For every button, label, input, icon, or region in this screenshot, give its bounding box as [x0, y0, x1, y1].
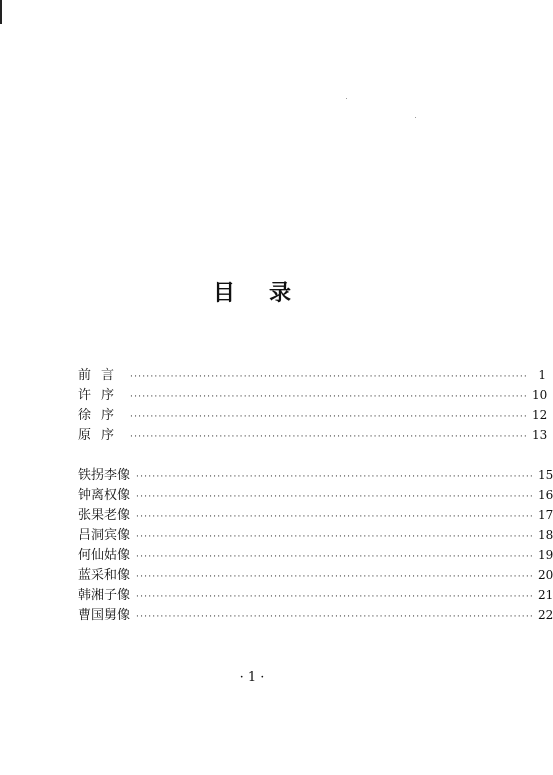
toc-entry-page: 1	[538, 368, 546, 382]
toc-leader-dots: ··································································································	[136, 572, 534, 582]
toc-entry-page: 12	[531, 408, 548, 422]
page-number: · 1 ·	[239, 670, 265, 685]
toc-entry-label: 蓝采和像	[78, 568, 131, 583]
toc-leader-dots: ··································································································	[136, 592, 534, 602]
toc-entry[interactable]	[78, 546, 553, 564]
toc-entry-label: 许序	[78, 388, 125, 403]
toc-leader-dots: ··································································································	[130, 372, 528, 382]
toc-entry-page: 17	[537, 508, 553, 522]
toc-leader-dots: ··································································································	[136, 472, 534, 482]
toc-leader-dots: ··································································································	[130, 432, 528, 442]
toc-entry-page: 21	[537, 588, 553, 602]
toc-entry-page: 18	[537, 528, 553, 542]
page-title	[0, 276, 504, 307]
toc-entry-label: 何仙姑像	[78, 548, 131, 563]
toc-entry[interactable]	[78, 406, 548, 424]
toc-entry[interactable]	[78, 566, 553, 584]
toc-entry-page: 13	[531, 428, 548, 442]
toc-leader-dots: ··································································································	[130, 412, 528, 422]
toc-leader-dots: ··································································································	[136, 612, 534, 622]
toc-entry[interactable]	[78, 366, 546, 384]
toc-entry-label: 钟离权像	[78, 488, 131, 503]
toc-entry[interactable]	[78, 506, 553, 524]
toc-entry-page: 22	[537, 608, 553, 622]
toc-entry-page: 15	[537, 468, 553, 482]
toc-entry-page: 19	[537, 548, 553, 562]
page-edge-mark	[0, 0, 2, 24]
toc-entry[interactable]	[78, 526, 553, 544]
toc-leader-dots: ··································································································	[136, 512, 534, 522]
toc-entry-label: 铁拐李像	[78, 468, 131, 483]
toc-leader-dots: ··································································································	[130, 392, 528, 402]
toc-entry[interactable]	[78, 586, 553, 604]
title-char-1: 目	[212, 280, 235, 306]
toc-entry-label: 曹国舅像	[78, 608, 131, 623]
toc-entry[interactable]	[78, 386, 548, 404]
toc-entry-page: 10	[531, 388, 548, 402]
toc-entry-label: 徐序	[78, 408, 125, 423]
title-char-2: 录	[269, 280, 292, 306]
toc-entry-page: 20	[537, 568, 553, 582]
toc-entry[interactable]	[78, 466, 553, 484]
toc-entry-label: 前言	[78, 368, 125, 383]
toc-entry[interactable]	[78, 426, 548, 444]
toc-entry-label: 张果老像	[78, 508, 131, 523]
toc-leader-dots: ··································································································	[136, 532, 534, 542]
toc-entry-page: 16	[537, 488, 553, 502]
toc-entry-label: 原序	[78, 428, 125, 443]
toc-entry-label: 韩湘子像	[78, 588, 131, 603]
toc-leader-dots: ··································································································	[136, 492, 534, 502]
scan-speck	[415, 117, 416, 118]
scan-speck	[346, 98, 347, 99]
toc-entry[interactable]	[78, 606, 553, 624]
toc-entry-label: 吕洞宾像	[78, 528, 131, 543]
toc-leader-dots: ··································································································	[136, 552, 534, 562]
toc-entry[interactable]	[78, 486, 553, 504]
